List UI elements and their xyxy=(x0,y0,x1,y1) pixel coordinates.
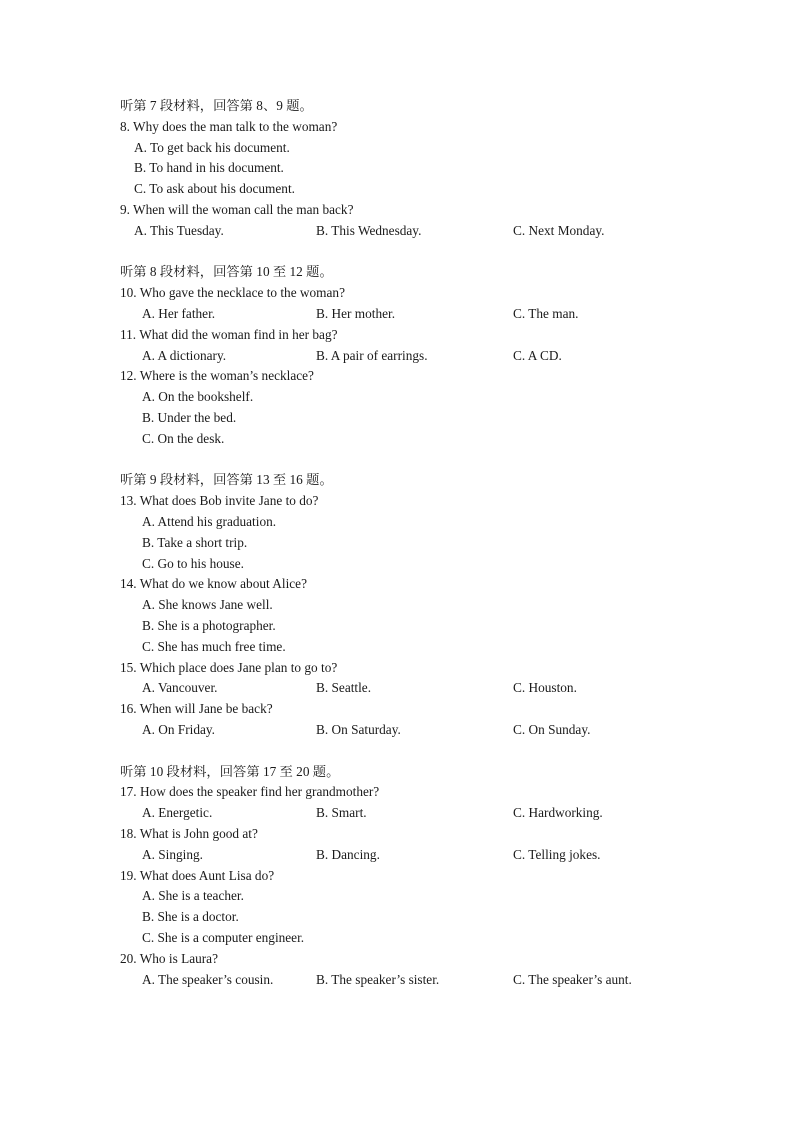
section-heading-text: 听第 8 段材料，回答第 10 至 12 题。 xyxy=(120,264,333,280)
question-line xyxy=(120,824,258,845)
answer-option: B. The speaker’s sister. xyxy=(316,971,440,987)
answer-option: C. To ask about his document. xyxy=(134,181,295,197)
answer-option: B. Under the bed. xyxy=(142,410,237,425)
question-text: 18. What is John good at? xyxy=(120,826,258,841)
answer-option: B. Smart. xyxy=(316,805,367,821)
question-text: 15. Which place does Jane plan to go to? xyxy=(120,659,338,675)
question-line xyxy=(120,574,307,595)
question-text: 20. Who is Laura? xyxy=(120,950,218,966)
answer-option: A. The speaker’s cousin. xyxy=(142,971,274,987)
answer-option: B. Dancing. xyxy=(316,846,380,862)
question-text: 19. What does Aunt Lisa do? xyxy=(120,867,275,883)
question-text: 11. What did the woman find in her bag? xyxy=(120,326,338,342)
section-heading xyxy=(120,762,339,783)
question-text: 16. When will Jane be back? xyxy=(120,701,273,717)
answer-option: A. A dictionary. xyxy=(142,347,227,363)
answer-option: B. This Wednesday. xyxy=(316,222,422,238)
answer-option: C. Go to his house. xyxy=(142,555,244,571)
question-line xyxy=(120,782,379,803)
answer-option: A. This Tuesday. xyxy=(134,222,224,238)
question-line xyxy=(120,117,337,138)
answer-option: C. On the desk. xyxy=(142,430,225,446)
question-line xyxy=(120,283,345,304)
answer-option: C. Hardworking. xyxy=(513,805,603,821)
question-line xyxy=(120,699,273,720)
question-text: 10. Who gave the necklace to the woman? xyxy=(120,285,345,301)
answer-option: C. She is a computer engineer. xyxy=(142,930,305,945)
answer-option: A. She is a teacher. xyxy=(142,888,244,904)
answer-option: C. A CD. xyxy=(513,347,562,363)
section-heading xyxy=(120,262,333,283)
answer-option: A. She knows Jane well. xyxy=(142,597,273,613)
question-line xyxy=(120,866,274,887)
answer-option: B. On Saturday. xyxy=(316,722,401,737)
section-heading xyxy=(120,96,313,117)
answer-option: A. Singing. xyxy=(142,846,203,862)
question-line xyxy=(120,366,314,387)
question-text: 8. Why does the man talk to the woman? xyxy=(120,118,338,134)
section-heading-text: 听第 10 段材料，回答第 17 至 20 题。 xyxy=(120,763,340,779)
answer-option: C. Telling jokes. xyxy=(513,846,601,862)
answer-option: A. Vancouver. xyxy=(142,680,218,696)
answer-option: C. She has much free time. xyxy=(142,638,286,654)
question-line xyxy=(120,200,353,221)
answer-option: B. She is a doctor. xyxy=(142,909,239,925)
section-heading-text: 听第 7 段材料，回答第 8、9 题。 xyxy=(120,98,313,113)
answer-option: B. A pair of earrings. xyxy=(316,347,428,363)
answer-option: C. Next Monday. xyxy=(513,222,605,238)
answer-option: B. Her mother. xyxy=(316,306,396,321)
answer-option: A. On the bookshelf. xyxy=(142,389,254,405)
question-text: 12. Where is the woman’s necklace? xyxy=(120,368,314,384)
answer-option: A. On Friday. xyxy=(142,722,216,737)
answer-option: B. Take a short trip. xyxy=(142,534,248,550)
section-heading-text: 听第 9 段材料，回答第 13 至 16 题。 xyxy=(120,472,333,488)
answer-option: B. She is a photographer. xyxy=(142,618,276,633)
answer-option: B. To hand in his document. xyxy=(134,160,284,176)
question-line xyxy=(120,949,218,970)
question-line xyxy=(120,491,318,512)
question-line xyxy=(120,325,338,346)
answer-option: A. Attend his graduation. xyxy=(142,514,277,529)
answer-option: C. Houston. xyxy=(513,680,577,696)
answer-option: A. Energetic. xyxy=(142,805,213,821)
question-line xyxy=(120,658,337,679)
answer-option: C. The speaker’s aunt. xyxy=(513,971,632,987)
question-text: 14. What do we know about Alice? xyxy=(120,576,307,592)
answer-option: C. The man. xyxy=(513,306,579,321)
section-heading xyxy=(120,470,333,491)
answer-option: A. Her father. xyxy=(142,306,216,321)
question-text: 13. What does Bob invite Jane to do? xyxy=(120,493,319,509)
answer-option: C. On Sunday. xyxy=(513,722,591,737)
answer-option: A. To get back his document. xyxy=(134,139,290,155)
question-text: 9. When will the woman call the man back? xyxy=(120,202,354,217)
answer-option: B. Seattle. xyxy=(316,680,372,696)
question-text: 17. How does the speaker find her grandmother? xyxy=(120,784,380,800)
